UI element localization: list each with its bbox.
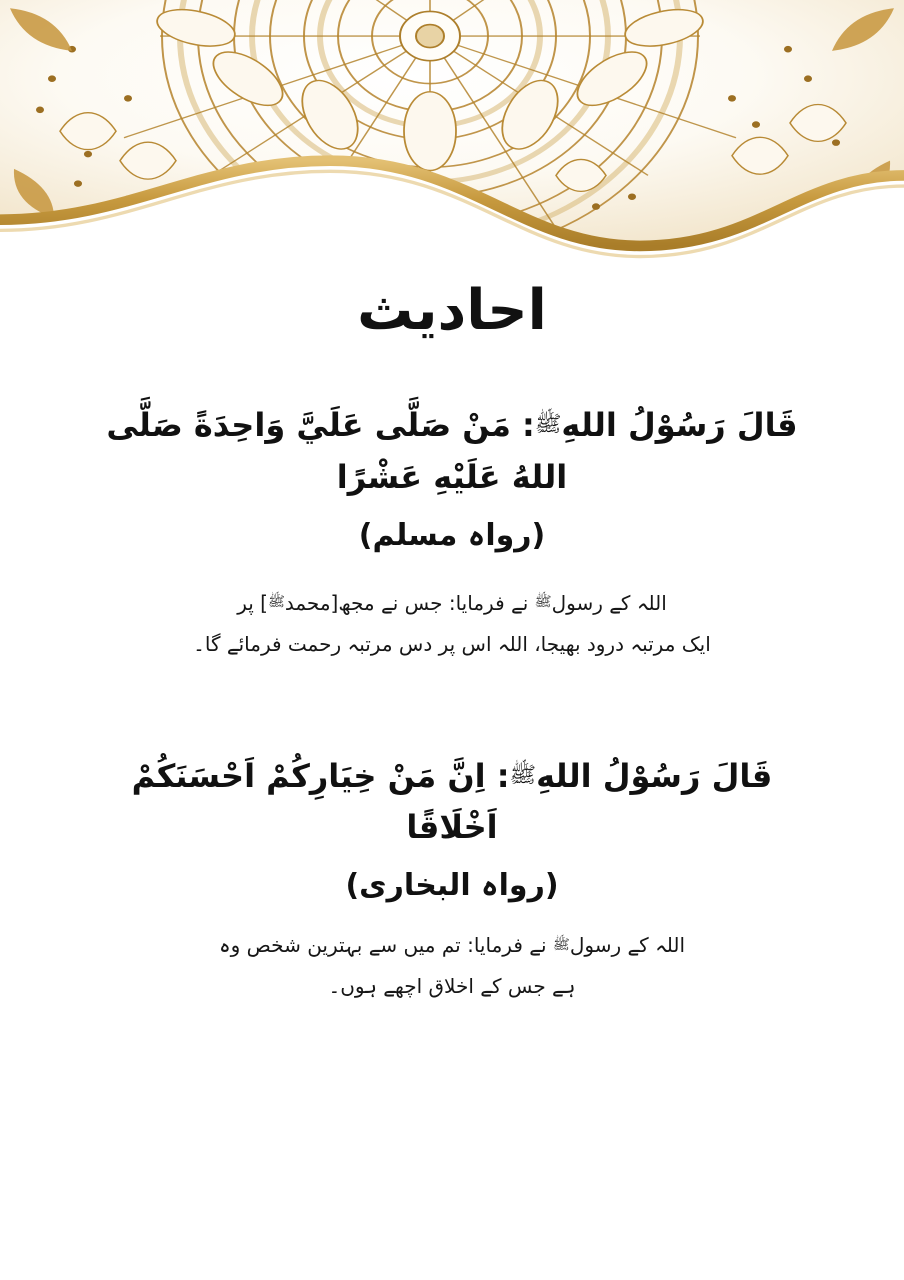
urdu-line-2: ہے جس کے اخلاق اچھے ہوں۔ xyxy=(328,974,576,999)
salawat-honorific-icon: ﷺ xyxy=(267,594,285,611)
mandala-floral-ornament-icon xyxy=(0,0,904,300)
hadith-arabic-text xyxy=(58,400,846,504)
urdu-line-1-b: نے فرمایا: تم میں سے بہترین شخص وہ xyxy=(218,933,547,958)
hadith-arabic-text xyxy=(58,751,846,855)
hadith-source: (رواہ البخاری) xyxy=(345,868,559,904)
urdu-line-1-a: اللہ کے رسول xyxy=(569,933,686,958)
arabic-line-2: اللهُ عَلَيْهِ عَشْرًا xyxy=(336,457,568,496)
hadith-item xyxy=(0,751,904,1008)
urdu-line-1-a: اللہ کے رسول xyxy=(551,590,667,615)
hadith-source: (رواہ مسلم) xyxy=(358,517,546,553)
salawat-honorific-icon: ﷺ xyxy=(552,936,570,953)
arabic-line-1-start: قَالَ رَسُوْلُ اللهِ xyxy=(561,406,798,444)
urdu-line-2: ایک مرتبہ درود بھیجا، اللہ اس پر دس مرتبہ رحمت فرمائے گا۔ xyxy=(193,631,711,656)
decorative-header-band xyxy=(0,0,904,366)
arabic-line-1-rest: : مَنْ صَلَّى عَلَيَّ وَاحِدَةً صَلَّى xyxy=(106,406,535,444)
arabic-line-1-rest: : اِنَّ مَنْ خِيَارِكُمْ اَحْسَنَكُمْ xyxy=(131,756,510,795)
urdu-line-1-c: [محمد xyxy=(284,590,339,615)
arabic-line-1-start: قَالَ رَسُوْلُ اللهِ xyxy=(536,756,773,795)
urdu-line-1-d: ] پر xyxy=(237,590,268,615)
page-title: احادیث xyxy=(357,278,547,343)
hadith-item xyxy=(0,400,904,665)
hadith-urdu-translation xyxy=(58,925,846,1007)
salawat-honorific-icon: ﷺ xyxy=(534,594,552,611)
salawat-honorific-icon: ﷺ xyxy=(534,412,562,438)
arabic-line-2: اَخْلَاقًا xyxy=(406,808,498,847)
salawat-honorific-icon: ﷺ xyxy=(509,762,537,788)
urdu-line-1-b: نے فرمایا: جس نے مجھ xyxy=(338,590,529,615)
hadith-list xyxy=(0,400,904,1051)
hadith-urdu-translation xyxy=(58,583,846,665)
